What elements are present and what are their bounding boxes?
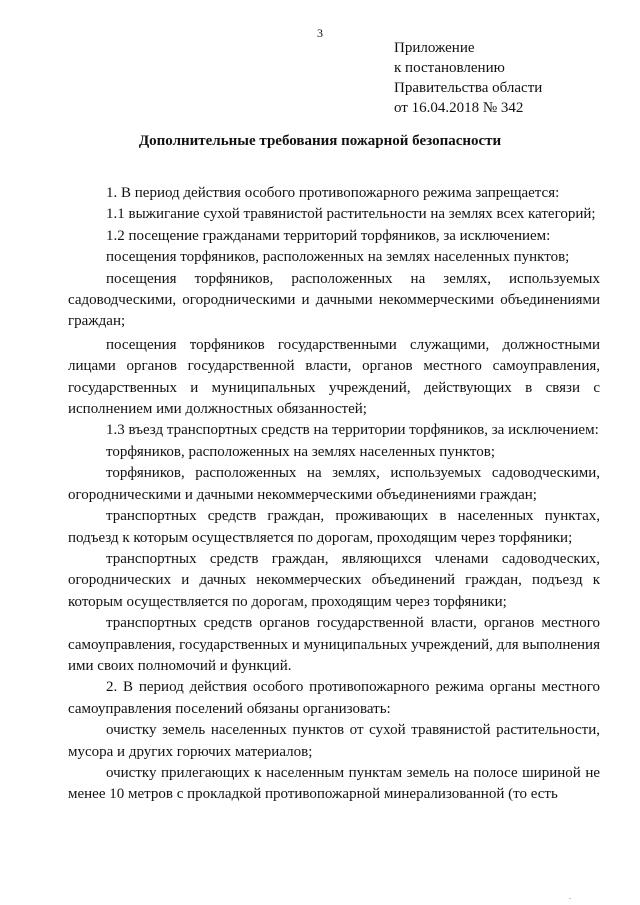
paragraph: посещения торфяников, расположенных на землях, используемых садоводческими, огородническими и дачными некоммерческими объединениями граждан; xyxy=(68,270,600,330)
paragraph: 1. В период действия особого противопожарного режима запрещается: xyxy=(106,185,560,201)
appendix-line: к постановлению xyxy=(394,60,505,76)
paragraph: транспортных средств граждан, являющихся членами садоводческих, огороднических и дачных некоммерческих объединений граждан, подъезд к которым осуществляется по дорогам, проходящим через торфяники; xyxy=(68,550,600,610)
paragraph: 2. В период действия особого противопожарного режима органы местного самоуправления поселений обязаны организовать: xyxy=(68,679,600,717)
document-body xyxy=(68,183,600,806)
paragraph: транспортных средств граждан, проживающих в населенных пунктах, подъезд к которым осуществляется по дорогам, проходящим через торфяники; xyxy=(68,508,600,546)
paragraph: посещения торфяников, расположенных на землях населенных пунктов; xyxy=(106,249,570,266)
paragraph: 1.1 выжигание сухой травянистой растительности на землях всех категорий; xyxy=(106,206,596,223)
paragraph: 1.2 посещение гражданами территорий торфяников, за исключением: xyxy=(106,227,551,244)
appendix-line: Приложение xyxy=(394,40,475,56)
paragraph: торфяников, расположенных на землях, используемых садоводческими, огородническими и дачными некоммерческими объединениями граждан; xyxy=(68,465,600,503)
paragraph: посещения торфяников государственными служащими, должностными лицами органов государственной власти, органов местного самоуправления, государственных и муниципальных учреждений, действующих в связи с исполнением ими должностных обязанностей; xyxy=(68,336,600,418)
paragraph: 1.3 въезд транспортных средств на территории торфяников, за исключением: xyxy=(106,422,599,439)
paragraph: очистку прилегающих к населенным пунктам земель на полосе шириной не менее 10 метров с прокладкой противопожарной минерализованной (то есть xyxy=(68,764,600,803)
paragraph: очистку земель населенных пунктов от сухой травянистой растительности, мусора и других горючих материалов; xyxy=(68,722,600,760)
scan-mark: . xyxy=(569,892,571,901)
appendix-date-number: от 16.04.2018 № 342 xyxy=(394,100,524,116)
appendix-block xyxy=(394,38,542,118)
page-number: 3 xyxy=(317,26,323,40)
document-title: Дополнительные требования пожарной безопасности xyxy=(138,133,502,149)
paragraph: торфяников, расположенных на землях населенных пунктов; xyxy=(106,443,496,460)
paragraph: транспортных средств органов государственной власти, органов местного самоуправления, государственных и муниципальных учреждений, для выполнения ими своих полномочий и функций. xyxy=(68,615,600,674)
appendix-line: Правительства области xyxy=(394,80,543,96)
